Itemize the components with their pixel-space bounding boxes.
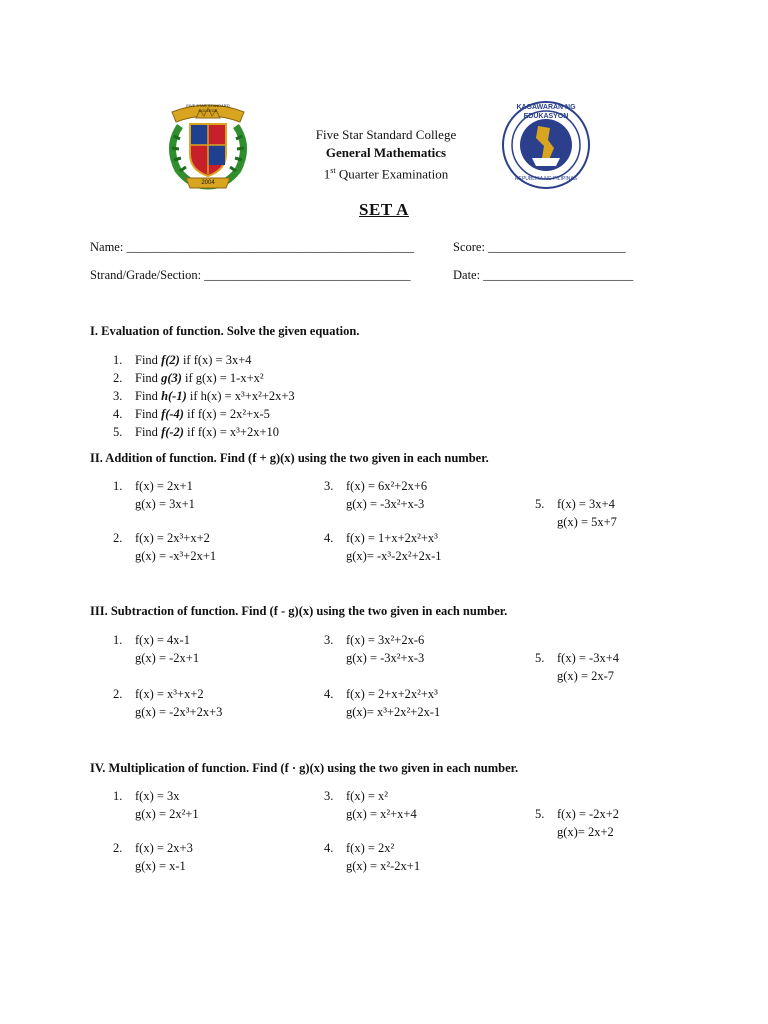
date-blank[interactable]: ________________________ <box>483 268 634 282</box>
list-item: 2. Find g(3) if g(x) = 1-x+x² <box>113 371 264 385</box>
section1-title: I. Evaluation of function. Solve the given equation. <box>90 324 360 338</box>
problem-item: 2. f(x) = 2x+3 g(x) = x-1 <box>113 841 193 873</box>
problem-item: 5. f(x) = 3x+4 g(x) = 5x+7 <box>535 497 617 529</box>
list-item: 3. Find h(-1) if h(x) = x³+x²+2x+3 <box>113 389 295 403</box>
section2-title: II. Addition of function. Find (f + g)(x) using the two given in each number. <box>90 451 489 465</box>
subject-title: General Mathematics <box>325 145 447 160</box>
seal-top-text: KAGAWARAN NG EDUKASYON <box>516 104 576 120</box>
name-blank[interactable]: ______________________________________________ <box>126 240 414 254</box>
score-field <box>453 238 626 256</box>
list-item: 5. Find f(-2) if f(x) = x³+2x+10 <box>113 425 279 439</box>
date-label: Date: <box>453 268 481 282</box>
score-blank[interactable]: ______________________ <box>488 240 626 254</box>
section-field <box>90 266 410 284</box>
logo-year: 2004 <box>201 180 215 186</box>
section4-title: IV. Multiplication of function. Find (f · g)(x) using the two given in each number. <box>90 761 519 775</box>
problem-item: 5. f(x) = -3x+4 g(x) = 2x-7 <box>535 651 619 683</box>
set-title: SET A <box>359 200 409 219</box>
exam-header <box>276 126 496 183</box>
section-label: Strand/Grade/Section: <box>90 268 202 282</box>
list-item: 1. Find f(2) if f(x) = 3x+4 <box>113 353 252 367</box>
problem-item: 4. f(x) = 2+x+2x²+x³ g(x)= x³+2x²+2x-1 <box>324 687 441 719</box>
name-field <box>90 238 414 256</box>
list-item: 4. Find f(-4) if f(x) = 2x²+x-5 <box>113 407 270 421</box>
problem-item: 1. f(x) = 3x g(x) = 2x²+1 <box>113 789 199 821</box>
exam-title: 1st Quarter Examination <box>323 166 449 182</box>
name-label: Name: <box>90 240 124 254</box>
problem-item: 1. f(x) = 2x+1 g(x) = 3x+1 <box>113 479 195 511</box>
problem-item: 1. f(x) = 4x-1 g(x) = -2x+1 <box>113 633 200 665</box>
seal-bottom-text: REPUBLIKA NG PILIPINAS <box>515 176 577 182</box>
section3-title: III. Subtraction of function. Find (f - g)(x) using the two given in each number. <box>90 604 508 618</box>
logo-top-text: FIVE STAR STANDARD COLLEGE <box>186 103 230 113</box>
deped-seal <box>492 100 600 190</box>
problem-item: 3. f(x) = x² g(x) = x²+x+4 <box>324 789 417 821</box>
date-field <box>453 266 633 284</box>
problem-item: 2. f(x) = x³+x+2 g(x) = -2x³+2x+3 <box>113 687 223 719</box>
problem-item: 5. f(x) = -2x+2 g(x)= 2x+2 <box>535 807 619 839</box>
problem-item: 4. f(x) = 1+x+2x²+x³ g(x)= -x³-2x²+2x-1 <box>324 531 442 563</box>
problem-item: 3. f(x) = 6x²+2x+6 g(x) = -3x²+x-3 <box>324 479 428 511</box>
problem-item: 3. f(x) = 3x²+2x-6 g(x) = -3x²+x-3 <box>324 633 425 665</box>
section-blank[interactable]: _________________________________ <box>204 268 411 282</box>
section1-list <box>113 351 295 441</box>
school-name: Five Star Standard College <box>315 127 457 142</box>
school-logo <box>160 96 256 192</box>
problem-item: 4. f(x) = 2x² g(x) = x²-2x+1 <box>324 841 421 873</box>
score-label: Score: <box>453 240 485 254</box>
problem-item: 2. f(x) = 2x³+x+2 g(x) = -x³+2x+1 <box>113 531 217 563</box>
